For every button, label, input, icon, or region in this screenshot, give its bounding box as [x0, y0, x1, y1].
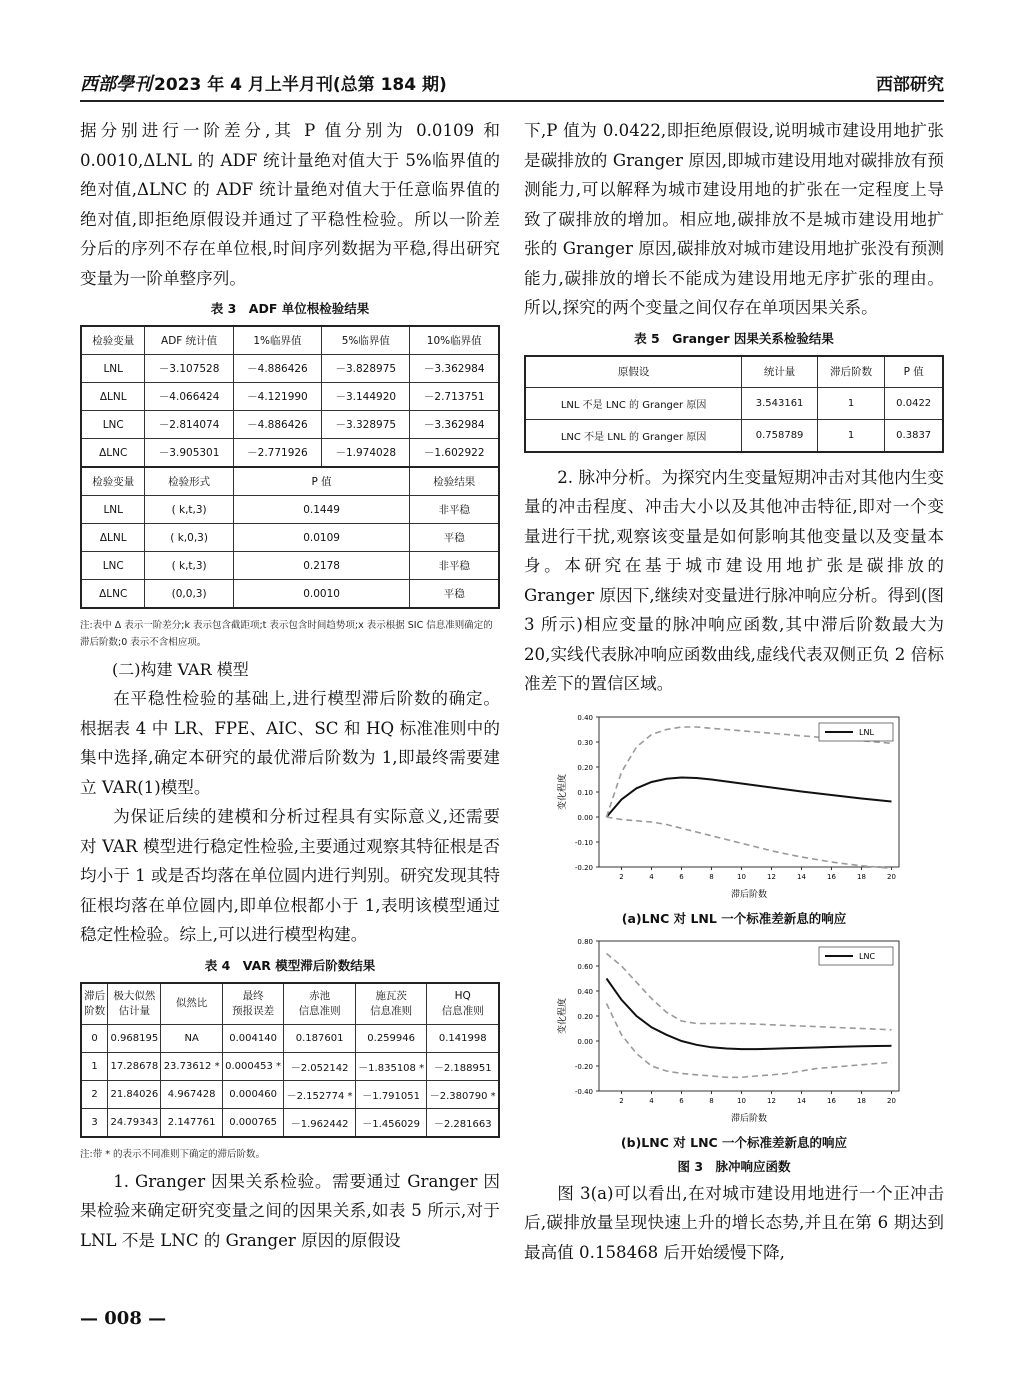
x-tick-label: 14 — [797, 872, 806, 881]
y-tick-label: 0.10 — [577, 788, 593, 797]
x-tick-label: 8 — [709, 872, 714, 881]
table-cell: ( k,t,3) — [145, 552, 233, 580]
y-tick-label: 0.00 — [577, 813, 593, 822]
table-cell: 滞后阶数 — [817, 356, 884, 388]
x-tick-label: 10 — [737, 1096, 746, 1105]
issue-label: 2023 年 4 月上半月刊(总第 184 期) — [154, 75, 447, 95]
table-cell: －1.962442 — [284, 1108, 356, 1137]
irf-line — [607, 978, 892, 1049]
x-tick-label: 20 — [887, 872, 896, 881]
y-tick-label: 0.40 — [577, 713, 593, 722]
table-cell: 0.187601 — [284, 1024, 356, 1052]
table-cell: －2.814074 — [145, 411, 233, 439]
paragraph: 1. Granger 因果关系检验。需要通过 Granger 因果检验来确定研究变量之间的因果关系,如表 5 所示,对于 LNL 不是 LNC 的 Granger 原因的原假设 — [80, 1171, 500, 1250]
table-cell: ΔLNC — [81, 439, 145, 468]
table-cell: 0.0109 — [233, 524, 410, 552]
y-axis-label: 变化程度 — [558, 773, 568, 810]
table-cell: 23.73612 * — [161, 1052, 222, 1080]
table-cell: －3.328975 — [322, 411, 410, 439]
table-cell: LNC — [81, 552, 145, 580]
table-row — [81, 1080, 499, 1108]
x-tick-label: 20 — [887, 1096, 896, 1105]
table-cell: 17.28678 — [108, 1052, 161, 1080]
table-cell: 检验结果 — [410, 467, 499, 496]
table-cell: －2.380790 * — [427, 1080, 499, 1108]
table-cell: －4.886426 — [233, 355, 321, 383]
table-cell: ΔLNC — [81, 580, 145, 609]
table-cell: 0.2178 — [233, 552, 410, 580]
table-cell: 4.967428 — [161, 1080, 222, 1108]
table-row — [81, 1052, 499, 1080]
y-tick-label: 0.20 — [577, 763, 593, 772]
table-cell: 赤池 信息准则 — [284, 983, 356, 1025]
x-tick-label: 16 — [827, 1096, 836, 1105]
y-tick-label: -0.40 — [574, 1087, 593, 1096]
table-cell: ΔLNL — [81, 383, 145, 411]
table-cell: 0.000453 * — [222, 1052, 283, 1080]
y-tick-label: 0.00 — [577, 1037, 593, 1046]
table-row — [81, 383, 499, 411]
table-cell: －2.052142 — [284, 1052, 356, 1080]
table-cell: LNL — [81, 496, 145, 524]
table-cell: －3.362984 — [410, 355, 499, 383]
table-cell: 平稳 — [410, 524, 499, 552]
table-cell: 检验变量 — [81, 467, 145, 496]
table-cell: ADF 统计值 — [145, 326, 233, 355]
table-cell: 似然比 — [161, 983, 222, 1025]
table-cell: ( k,0,3) — [145, 524, 233, 552]
table-cell: －2.713751 — [410, 383, 499, 411]
x-tick-label: 12 — [767, 1096, 776, 1105]
table-cell: NA — [161, 1024, 222, 1052]
table-cell: 检验变量 — [81, 326, 145, 355]
table-row — [81, 355, 499, 383]
irf-chart-b — [524, 929, 944, 1129]
fig-a-caption: (a)LNC 对 LNL 一个标准差新息的响应 — [621, 910, 847, 926]
table3 — [80, 325, 500, 609]
table-cell: 极大似然 估计量 — [108, 983, 161, 1025]
table-cell: －4.121990 — [233, 383, 321, 411]
table-cell: 0.000460 — [222, 1080, 283, 1108]
x-tick-label: 16 — [827, 872, 836, 881]
table-cell: P 值 — [233, 467, 410, 496]
paragraph: 据分别进行一阶差分,其 P 值分别为 0.0109 和 0.0010,ΔLNL 的 ADF 统计量绝对值大于 5%临界值的绝对值,ΔLNC 的 ADF 统计量绝对值大于任意临界值的绝对值,即拒绝原假设并通过了平稳性检验。所以一阶差分后的序列不存在单位根,时间序列数据为平稳,得出研究变量为一阶单整序列。 — [80, 121, 500, 288]
table-cell: 1 — [817, 419, 884, 452]
y-tick-label: -0.20 — [574, 863, 593, 872]
table-row — [81, 467, 499, 496]
table-cell: 3.543161 — [742, 387, 818, 419]
table-cell: 0.758789 — [742, 419, 818, 452]
paragraph: 图 3(a)可以看出,在对城市建设用地进行一个正冲击后,碳排放量呈现快速上升的增长态势,并且在第 6 期达到最高值 0.158468 后开始缓慢下降, — [524, 1183, 944, 1262]
y-tick-label: 0.40 — [577, 987, 593, 996]
table5-caption: 表 5 Granger 因果关系检验结果 — [634, 330, 834, 346]
x-tick-label: 6 — [679, 872, 684, 881]
table-cell: P 值 — [885, 356, 943, 388]
table-row — [525, 356, 943, 388]
x-tick-label: 18 — [857, 872, 866, 881]
table-cell: LNC — [81, 411, 145, 439]
table-cell: －3.828975 — [322, 355, 410, 383]
legend-label: LNL — [859, 727, 874, 737]
table-cell: LNL 不是 LNC 的 Granger 原因 — [525, 387, 742, 419]
table-cell: －3.107528 — [145, 355, 233, 383]
table-cell: 0.0010 — [233, 580, 410, 609]
confidence-band-line — [607, 817, 892, 868]
table-cell: 施瓦茨 信息准则 — [355, 983, 427, 1025]
section-title: (二)构建 VAR 模型 — [112, 660, 249, 679]
table-cell: 1 — [81, 1052, 108, 1080]
table-cell: －3.144920 — [322, 383, 410, 411]
table-cell: 0.0422 — [885, 387, 943, 419]
irf-line — [607, 777, 892, 817]
y-tick-label: 0.30 — [577, 738, 593, 747]
paragraph: 在平稳性检验的基础上,进行模型滞后阶数的确定。根据表 4 中 LR、FPE、AIC、SC 和 HQ 标准准则中的集中选择,确定本研究的最优滞后阶数为 1,即最终需要建立 VAR(1)模型。 — [80, 689, 500, 797]
figure-3 — [524, 705, 944, 1175]
table-cell: 统计量 — [742, 356, 818, 388]
paragraph: 下,P 值为 0.0422,即拒绝原假设,说明城市建设用地扩张是碳排放的 Granger 原因,即城市建设用地对碳排放有预测能力,可以解释为城市建设用地的扩张在一定程度上导致了碳排放的增加。相应地,碳排放不是城市建设用地扩张的 Granger 原因,碳排放对城市建设用地扩张没有预测能力,碳排放的增长不能成为建设用地无序扩张的理由。所以,探究的两个变量之间仅存在单项因果关系。 — [524, 121, 944, 317]
journal-issue — [80, 70, 447, 96]
table-row — [81, 411, 499, 439]
table4-caption: 表 4 VAR 模型滞后阶数结果 — [204, 957, 376, 973]
table-cell: －1.835108 * — [355, 1052, 427, 1080]
table-cell: －2.281663 — [427, 1108, 499, 1137]
table5 — [524, 355, 944, 453]
table-cell: 24.79343 — [108, 1108, 161, 1137]
table-cell: －3.362984 — [410, 411, 499, 439]
x-tick-label: 4 — [649, 872, 654, 881]
table-row — [81, 439, 499, 468]
table-cell: (0,0,3) — [145, 580, 233, 609]
table-row — [81, 580, 499, 609]
table-cell: 1%临界值 — [233, 326, 321, 355]
y-tick-label: -0.20 — [574, 1062, 593, 1071]
table-cell: 1 — [817, 387, 884, 419]
table-row — [525, 419, 943, 452]
x-tick-label: 4 — [649, 1096, 654, 1105]
table-cell: HQ 信息准则 — [427, 983, 499, 1025]
table-cell: 0.259946 — [355, 1024, 427, 1052]
table-cell: 0.968195 — [108, 1024, 161, 1052]
table-cell: ( k,t,3) — [145, 496, 233, 524]
table-cell: －2.188951 — [427, 1052, 499, 1080]
fig-b-caption: (b)LNC 对 LNC 一个标准差新息的响应 — [620, 1134, 848, 1150]
table-cell: －4.066424 — [145, 383, 233, 411]
y-tick-label: -0.10 — [574, 838, 593, 847]
left-column — [80, 116, 500, 1255]
fig-caption: 图 3 脉冲响应函数 — [677, 1158, 791, 1174]
x-axis-label: 滞后阶数 — [730, 889, 768, 900]
table-row — [81, 326, 499, 355]
x-axis-label: 滞后阶数 — [730, 1113, 768, 1124]
table-cell: 5%临界值 — [322, 326, 410, 355]
table-cell: 21.84026 — [108, 1080, 161, 1108]
table-cell: 2 — [81, 1080, 108, 1108]
table-cell: －2.152774 * — [284, 1080, 356, 1108]
page-header — [80, 62, 944, 102]
x-tick-label: 10 — [737, 872, 746, 881]
x-tick-label: 12 — [767, 872, 776, 881]
paragraph: 2. 脉冲分析。为探究内生变量短期冲击对其他内生变量的冲击程度、冲击大小以及其他冲击特征,即对一个变量进行干扰,观察该变量是如何影响其他变量以及变量本身。本研究在基于城市建设用地扩张是碳排放的 Granger 原因下,继续对变量进行脉冲响应分析。得到(图 3 所示)相应变量的脉冲响应函数,其中滞后阶数最大为 20,实线代表脉冲响应函数曲线,虚线代表双侧正负 2 倍标准差下的置信区域。 — [524, 467, 944, 693]
paragraph: 为保证后续的建模和分析过程具有实际意义,还需要对 VAR 模型进行稳定性检验,主要通过观察其特征根是否均小于 1 或是否均落在单位圆内进行判别。研究发现其特征根均落在单位圆内,即单位根都小于 1,表明该模型通过稳定性检验。综上,可以进行模型构建。 — [80, 807, 500, 944]
table3-note: 注:表中 Δ 表示一阶差分;k 表示包含截距项;t 表示包含时间趋势项;x 表示根据 SIC 信息准则确定的滞后阶数;0 表示不含相应项。 — [80, 620, 493, 648]
table-cell: 0.1449 — [233, 496, 410, 524]
legend-label: LNC — [859, 951, 876, 961]
table-row — [81, 1108, 499, 1137]
confidence-band-line — [607, 1003, 892, 1077]
y-tick-label: 0.60 — [577, 962, 593, 971]
x-tick-label: 2 — [619, 1096, 624, 1105]
table-cell: 0.141998 — [427, 1024, 499, 1052]
table-cell: LNC 不是 LNL 的 Granger 原因 — [525, 419, 742, 452]
table-cell: ΔLNL — [81, 524, 145, 552]
table3-caption: 表 3 ADF 单位根检验结果 — [210, 301, 370, 316]
x-tick-label: 6 — [679, 1096, 684, 1105]
table-cell: －1.791051 — [355, 1080, 427, 1108]
y-tick-label: 0.20 — [577, 1012, 593, 1021]
table-row — [81, 552, 499, 580]
table-cell: 非平稳 — [410, 552, 499, 580]
table-cell: 滞后 阶数 — [81, 983, 108, 1025]
irf-chart-a — [524, 705, 944, 905]
table-cell: 平稳 — [410, 580, 499, 609]
table-cell: 0.004140 — [222, 1024, 283, 1052]
journal-logo: 西部學刊 — [80, 74, 152, 95]
section-label: 西部研究 — [876, 75, 944, 95]
table-cell: 2.147761 — [161, 1108, 222, 1137]
table-cell: －4.886426 — [233, 411, 321, 439]
table-cell: 检验形式 — [145, 467, 233, 496]
table-cell: －1.456029 — [355, 1108, 427, 1137]
x-tick-label: 18 — [857, 1096, 866, 1105]
table4 — [80, 982, 500, 1138]
table-row — [81, 524, 499, 552]
table-cell: －2.771926 — [233, 439, 321, 468]
table-row — [81, 1024, 499, 1052]
table-cell: 原假设 — [525, 356, 742, 388]
table-cell: 10%临界值 — [410, 326, 499, 355]
table-cell: LNL — [81, 355, 145, 383]
table-cell: 非平稳 — [410, 496, 499, 524]
table-cell: 0.3837 — [885, 419, 943, 452]
x-tick-label: 2 — [619, 872, 624, 881]
table-cell: －3.905301 — [145, 439, 233, 468]
table-row — [525, 387, 943, 419]
table-cell: －1.602922 — [410, 439, 499, 468]
x-tick-label: 8 — [709, 1096, 714, 1105]
y-tick-label: 0.80 — [577, 937, 593, 946]
table-row — [81, 496, 499, 524]
table-cell: －1.974028 — [322, 439, 410, 468]
table4-note: 注:带 * 的表示不同准则下确定的滞后阶数。 — [80, 1148, 265, 1160]
page-number: — 008 — — [80, 1308, 167, 1329]
table-cell: 3 — [81, 1108, 108, 1137]
x-tick-label: 14 — [797, 1096, 806, 1105]
table-row — [81, 983, 499, 1025]
table-cell: 0.000765 — [222, 1108, 283, 1137]
table-cell: 最终 预报误差 — [222, 983, 283, 1025]
table-cell: 0 — [81, 1024, 108, 1052]
right-column — [524, 116, 944, 1267]
y-axis-label: 变化程度 — [558, 997, 568, 1034]
